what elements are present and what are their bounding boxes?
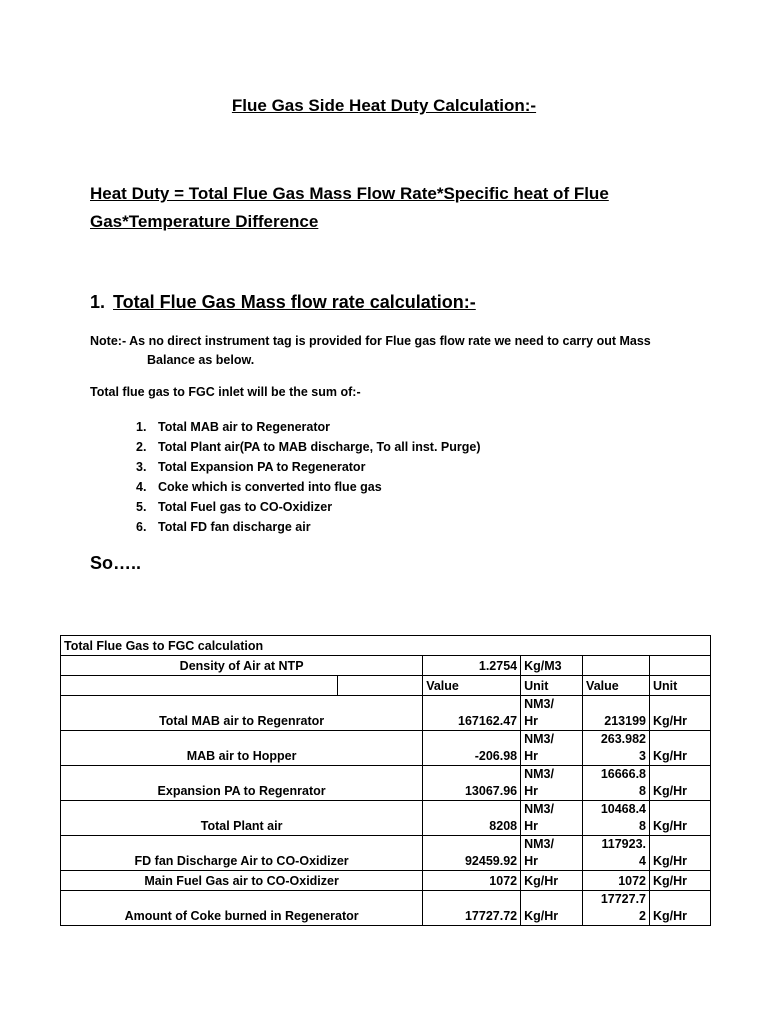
table-title: Total Flue Gas to FGC calculation	[61, 636, 711, 656]
column-header-unit: Unit	[521, 676, 583, 696]
row-value: -206.98	[423, 731, 521, 766]
table-header-row	[61, 676, 711, 696]
table-row	[61, 801, 711, 836]
sum-intro: Total flue gas to FGC inlet will be the sum of:-	[90, 385, 361, 399]
list-item: 1. Total MAB air to Regenerator	[136, 420, 331, 434]
column-header-value2: Value	[583, 676, 650, 696]
row-label: FD fan Discharge Air to CO-Oxidizer	[61, 836, 423, 871]
row-unit2: Kg/Hr	[650, 836, 711, 871]
row-unit2: Kg/Hr	[650, 801, 711, 836]
row-unit: NM3/ Hr	[521, 731, 583, 766]
note-line-2: Balance as below.	[147, 353, 255, 367]
row-unit: Kg/Hr	[521, 871, 583, 891]
note-paragraph	[90, 332, 670, 370]
list-item: 4. Coke which is converted into flue gas	[136, 480, 382, 494]
table-row	[61, 731, 711, 766]
table-row	[61, 766, 711, 801]
table-row	[61, 871, 711, 891]
row-value2: 16666.8 8	[583, 766, 650, 801]
density-label: Density of Air at NTP	[61, 656, 423, 676]
row-value: 1072	[423, 871, 521, 891]
flue-gas-table	[60, 635, 711, 926]
heat-duty-line-1: Heat Duty = Total Flue Gas Mass Flow Rate*Specific heat of Flue	[90, 184, 609, 203]
row-unit2: Kg/Hr	[650, 731, 711, 766]
row-label: Expansion PA to Regenrator	[61, 766, 423, 801]
column-header-unit2: Unit	[650, 676, 711, 696]
row-value2: 1072	[583, 871, 650, 891]
row-value2: 17727.7 2	[583, 891, 650, 926]
heat-duty-formula	[90, 180, 690, 236]
row-value2: 10468.4 8	[583, 801, 650, 836]
row-unit2: Kg/Hr	[650, 891, 711, 926]
list-item: 5. Total Fuel gas to CO-Oxidizer	[136, 500, 333, 514]
row-value2: 263.982 3	[583, 731, 650, 766]
row-label: Total MAB air to Regenrator	[61, 696, 423, 731]
row-label: Amount of Coke burned in Regenerator	[61, 891, 423, 926]
row-unit: NM3/ Hr	[521, 836, 583, 871]
row-value2: 213199	[583, 696, 650, 731]
section-heading	[90, 292, 476, 313]
row-unit2: Kg/Hr	[650, 696, 711, 731]
row-unit2: Kg/Hr	[650, 871, 711, 891]
table-row	[61, 656, 711, 676]
density-unit: Kg/M3	[521, 656, 583, 676]
row-unit: NM3/ Hr	[521, 766, 583, 801]
row-value: 167162.47	[423, 696, 521, 731]
table-row	[61, 696, 711, 731]
table-row	[61, 836, 711, 871]
row-value: 92459.92	[423, 836, 521, 871]
section-number: 1.	[90, 292, 106, 312]
heat-duty-line-2: Gas*Temperature Difference	[90, 212, 319, 231]
page-title: Flue Gas Side Heat Duty Calculation:-	[231, 96, 537, 115]
row-label: MAB air to Hopper	[61, 731, 423, 766]
table-title-row	[61, 636, 711, 656]
row-label: Total Plant air	[61, 801, 423, 836]
list-item: 6. Total FD fan discharge air	[136, 520, 311, 534]
row-unit: Kg/Hr	[521, 891, 583, 926]
row-label: Main Fuel Gas air to CO-Oxidizer	[61, 871, 423, 891]
row-value: 8208	[423, 801, 521, 836]
section-title: Total Flue Gas Mass flow rate calculation:-	[113, 292, 476, 312]
column-header-value: Value	[423, 676, 521, 696]
note-line-1: Note:- As no direct instrument tag is provided for Flue gas flow rate we need to carry out Mass	[90, 334, 651, 348]
table-row	[61, 891, 711, 926]
list-item: 2. Total Plant air(PA to MAB discharge, To all inst. Purge)	[136, 440, 481, 454]
row-unit: NM3/ Hr	[521, 696, 583, 731]
row-value2: 117923. 4	[583, 836, 650, 871]
density-value: 1.2754	[423, 656, 521, 676]
row-unit2: Kg/Hr	[650, 766, 711, 801]
row-value: 17727.72	[423, 891, 521, 926]
list-item: 3. Total Expansion PA to Regenerator	[136, 460, 366, 474]
component-list	[136, 417, 481, 537]
row-value: 13067.96	[423, 766, 521, 801]
row-unit: NM3/ Hr	[521, 801, 583, 836]
so-text: So…..	[90, 553, 142, 573]
